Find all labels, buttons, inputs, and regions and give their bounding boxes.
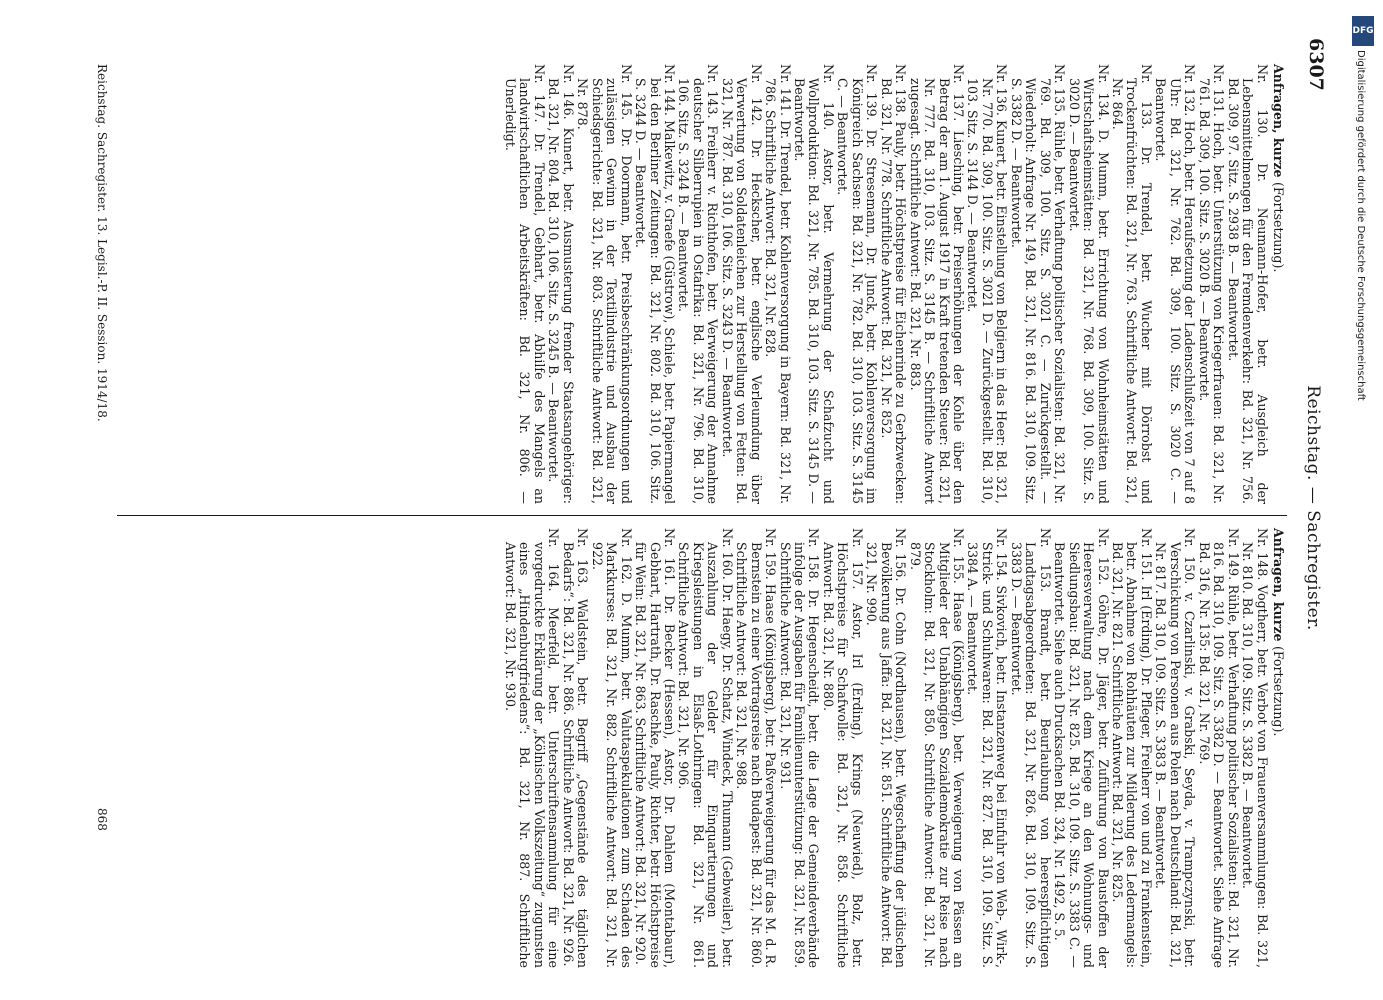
- left-column-heading: Anfragen, kurze (Fortsetzung).: [1271, 64, 1286, 273]
- index-entry: Nr. 138. Pauly, betr. Höchstpreise für Eichenrinde zu Gerbzwecken: Bd. 321, Nr. 778. Schriftliche Antwort: Bd. 321, Nr. 852.: [878, 64, 909, 504]
- index-entry: Nr. 143. Freiherr v. Richthofen, betr. Verweigerung der Annahme deutscher Silberrupien in Ostafrika: Bd. 321, Nr. 796. Bd. 310, 106. Sitz. S. 3244 B. — Beantwortet.: [676, 64, 721, 504]
- digitization-note: [1348, 10, 1378, 990]
- index-entry: Nr. 155. Haase (Königsberg), betr. Verweigerung von Pässen an Mitglieder der Unabhängigen Sozialdemokratie zur Reise nach Stockholm: Bd. 321, Nr. 850. Schriftliche Antwort: Bd. 321, Nr. 879.: [907, 528, 967, 968]
- scanned-page: [45, 28, 1335, 988]
- digitization-credit: Digitalisierung gefördert durch die Deutsche Forschungsgemeinschaft: [1355, 50, 1366, 401]
- index-entry: Nr. 144. Malkewitz, v. Graefe (Güstrow), Schiele, betr. Papiermangel bei den Berliner Zeitungen: Bd. 321, Nr. 802. Bd. 310, 106. Sitz. S. 3244 D. — Beantwortet.: [633, 64, 677, 504]
- index-entry: Nr. 131. Hoch, betr. Unterstützung von Kriegerfrauen: Bd. 321, Nr. 761. Bd. 309, 100. Sitz. S. 3020 B. — Beantwortet.: [1196, 64, 1227, 504]
- right-column: [503, 528, 1285, 968]
- index-entry: Nr. 141. Dr. Trendel, betr. Kohlenversorgung in Bayern: Bd. 321, Nr. 786. Schriftliche Antwort: Bd. 321, Nr. 828.: [763, 64, 793, 504]
- index-entry: Nr. 132. Hoch, betr. Heraufsetzung der Ladenschlußzeit von 7 auf 8 Uhr: Bd. 321, Nr. 762. Bd. 309, 100. Sitz. S. 3020 C. — Beantwortet.: [1153, 64, 1198, 504]
- column-divider: [117, 515, 1287, 516]
- index-entry: Nr. 150. v. Czarlinski, v. Grabski, Seyda, v. Trampczynski, betr. Verschickung von Personen aus Polen nach Deutschland: Bd. 321, Nr. 817. Bd. 310, 109. Sitz. S. 3383 B. — Beantwortet.: [1153, 528, 1198, 968]
- index-entry: Nr. 149. Rühle, betr. Verhaftung politischer Sozialisten: Bd. 321, Nr. 816. Bd. 310, 109. Sitz. S. 3382 D. — Beantwortet. Siehe Anfrage Bd. 316, Nr. 135: Bd. 321, Nr. 769.: [1196, 528, 1241, 968]
- index-entry: Nr. 130. Dr. Neumann-Hofer, betr. Ausgleich der Lebensmittelmengen für den Fremdenverkehr: Bd. 321, Nr. 756. Bd. 309, 97. Sitz. S. 2938 B. — Beantwortet.: [1225, 64, 1270, 504]
- page-footer: Reichstag. Sachregister. 13. Legisl.-P. II. Session. 1914/18.: [95, 64, 109, 422]
- index-entry: Nr. 162. D. Mumm, betr. Valutaspekulationen zum Schaden des Markkurses: Bd. 321, Nr. 882. Schriftliche Antwort: Bd. 321, Nr. 922.: [589, 528, 634, 968]
- index-entry: Nr. 164. Meerfeld, betr. Unterschriftensammlung für eine vorgedruckte Erklärung der „Kölnischen Volkszeitung“ zugunsten eines „Hindenburgfriedens“: Bd. 321, Nr. 887. Schriftliche Antwort: Bd. 321, Nr. 930.: [502, 528, 562, 968]
- index-entry: Nr. 148. Vogtherr, betr. Verbot von Frauenversammlungen: Bd. 321, Nr. 810. Bd. 310, 109. Sitz. S. 3382 B. — Beantwortet.: [1240, 528, 1270, 968]
- index-entry: Nr. 158. Dr. Hegenscheidt, betr. die Lage der Gemeindeverbände infolge der Ausgaben für Familienunterstützung: Bd. 321, Nr. 859. Schriftliche Antwort: Bd. 321, Nr. 931.: [777, 528, 822, 968]
- dfg-logo: DFG: [1352, 16, 1374, 46]
- index-entry: Nr. 146. Kunert, betr. Ausmusterung fremder Staatsangehöriger: Bd. 321, Nr. 804. Bd. 310, 106. Sitz. S. 3245 B. — Beantwortet.: [546, 64, 576, 504]
- index-entry: Nr. 140. Astor, betr. Vermehrung der Schafzucht und Wollproduktion: Bd. 321, Nr. 785. Bd. 310, 103. Sitz. S. 3145 D. — Beantwortet.: [792, 64, 836, 504]
- index-entry: Nr. 135. Rühle, betr. Verhaftung politischer Sozialisten: Bd. 321, Nr. 769. Bd. 309, 100. Sitz. S. 3021 C. — Zurückgestellt. — Wiederholt: Anfrage Nr. 149, Bd. 321, Nr. 816. Bd. 310, 109. Sitz. S. 3382 D. — Beantwortet.: [1008, 64, 1068, 504]
- index-entry: Nr. 160. Dr. Haegy, Dr. Schatz, Windeck, Thumann (Gebweiler), betr. Auszahlung der Gelder für Einquartierungen und Kriegsleistungen in Elsaß-Lothringen: Bd. 321, Nr. 861. Schriftliche Antwort: Bd. 321, Nr. 906.: [676, 528, 735, 968]
- page-header: [1293, 28, 1335, 988]
- index-entry: Nr. 139. Dr. Stresemann, Dr. Junck, betr. Kohlenversorgung im Königreich Sachsen: Bd. 321, Nr. 782. Bd. 310, 103. Sitz. S. 3145 C. — Beantwortet.: [835, 64, 880, 504]
- index-entry: Nr. 161. Dr. Becker (Hessen), Astor, Dr. Dahlem (Montabaur), Gebhart, Hartrath, Dr. Raschke, Pauly, Richter, betr. Höchstpreise für Wein: Bd. 321, Nr. 863. Schriftliche Antwort: Bd. 321, Nr. 920.: [633, 528, 677, 968]
- index-entry: Nr. 136. Kunert, betr. Einstellung von Belgiern in das Heer: Bd. 321, Nr. 770. Bd. 309, 100. Sitz. S. 3021 D. — Zurückgestellt. Bd. 310, 103. Sitz. S. 3144 D. — Beantwortet.: [965, 64, 1010, 504]
- index-entry: Nr. 137. Liesching, betr. Preiserhöhungen der Kohle über den Betrag der am 1. August 1917 in Kraft tretenden Steuer: Bd. 321, Nr. 777. Bd. 310, 103. Sitz. S. 3145 B. — Schriftliche Antwort zugesagt. Schriftliche Antwort: Bd. 321, Nr. 883.: [907, 64, 967, 504]
- page-number: 6307: [1305, 38, 1327, 91]
- index-entry: Nr. 145. Dr. Doormann, betr. Preisbeschränkungsordnungen und zulässigen Gewinn in der Textilindustrie und Ausbau der Schiedsgerichte: Bd. 321, Nr. 803. Schriftliche Antwort: Bd. 321, Nr. 878.: [575, 64, 634, 504]
- index-entry: Nr. 142. Dr. Heckscher, betr. englische Verleumdung über Verwertung von Soldatenleichen zur Herstellung von Fetten: Bd. 321, Nr. 787. Bd. 310, 106. Sitz. S. 3243 D. — Beantwortet.: [719, 64, 764, 504]
- index-entry: Nr. 133. Dr. Trendel, betr. Wucher mit Dörrobst und Trockenfrüchten: Bd. 321, Nr. 763. Schriftliche Antwort: Bd. 321, Nr. 864.: [1110, 64, 1154, 504]
- index-entry: Nr. 153. Brandt, betr. Beurlaubung von heerespflichtigen Landtagsabgeordneten: Bd. 321, Nr. 826. Bd. 310, 109. Sitz. S. 3383 D. — Beantwortet.: [1008, 528, 1053, 968]
- index-entry: Nr. 154. Sivkovich, betr. Instanzenweg bei Einfuhr von Web-, Wirk-, Strick- und Schuhwaren: Bd. 321, Nr. 827. Bd. 310, 109. Sitz. S. 3384 A. — Beantwortet.: [965, 528, 1010, 968]
- left-column: [503, 64, 1285, 504]
- index-entry: Nr. 134. D. Mumm, betr. Errichtung von Wohnheimstätten und Wirtschaftsheimstätten: Bd. 321, Nr. 768. Bd. 309, 100. Sitz. S. 3020 D. — Beantwortet.: [1066, 64, 1111, 504]
- index-entry: Nr. 157. Astor, Irl (Erding), Krings (Neuwied), Bolz, betr. Höchstpreise für Schafwolle: Bd. 321, Nr. 858. Schriftliche Antwort: Bd. 321, Nr. 880.: [820, 528, 865, 968]
- left-entry-list: [503, 64, 1269, 504]
- index-entry: Nr. 152. Göhre, Dr. Jäger, betr. Zuführung von Baustoffen der Heeresverwaltung nach dem Kriege an den Wohnungs- und Siedlungsbau: Bd. 321, Nr. 825. Bd. 310, 109. Sitz. S. 3383 C. — Beantwortet. Siehe auch Drucksachen Bd. 324, Nr. 1492, S. 5.: [1052, 528, 1111, 968]
- index-entry: Nr. 163. Waldstein, betr. Begriff „Gegenstände des täglichen Bedarfs“: Bd. 321, Nr. 886. Schriftliche Antwort: Bd. 321, Nr. 926.: [560, 528, 591, 968]
- right-entry-list: [503, 528, 1269, 968]
- index-entry: Nr. 159. Haase (Königsberg), betr. Paßverweigerung für das M. d. R. Bernstein zu einer Vortragsreise nach Budapest: Bd. 321, Nr. 860. Schriftliche Antwort: Bd. 321, Nr. 988.: [734, 528, 779, 968]
- footer-page-number: 868: [95, 808, 109, 831]
- index-entry: Nr. 151. Irl (Erding), Dr. Pfleger, Freiherr von und zu Frankenstein, betr. Abnahme von Rohhäuten zur Milderung des Ledermangels: Bd. 321, Nr. 821. Schriftliche Antwort: Bd. 321, Nr. 825.: [1110, 528, 1154, 968]
- right-column-heading: Anfragen, kurze (Fortsetzung).: [1271, 528, 1286, 737]
- index-entry: Nr. 156. Dr. Cohn (Nordhausen), betr. Wegschaffung der jüdischen Bevölkerung aus Jaffa: Bd. 321, Nr. 851. Schriftliche Antwort: Bd. 321, Nr. 990.: [864, 528, 909, 968]
- index-entry: Nr. 147. Dr. Trendel, Gebhart, betr. Abhilfe des Mangels an landwirtschaftlichen Arbeitskräften: Bd. 321, Nr. 806. — Unerledigt.: [502, 64, 547, 504]
- page-title: Reichstag. — Sachregister.: [1303, 385, 1323, 631]
